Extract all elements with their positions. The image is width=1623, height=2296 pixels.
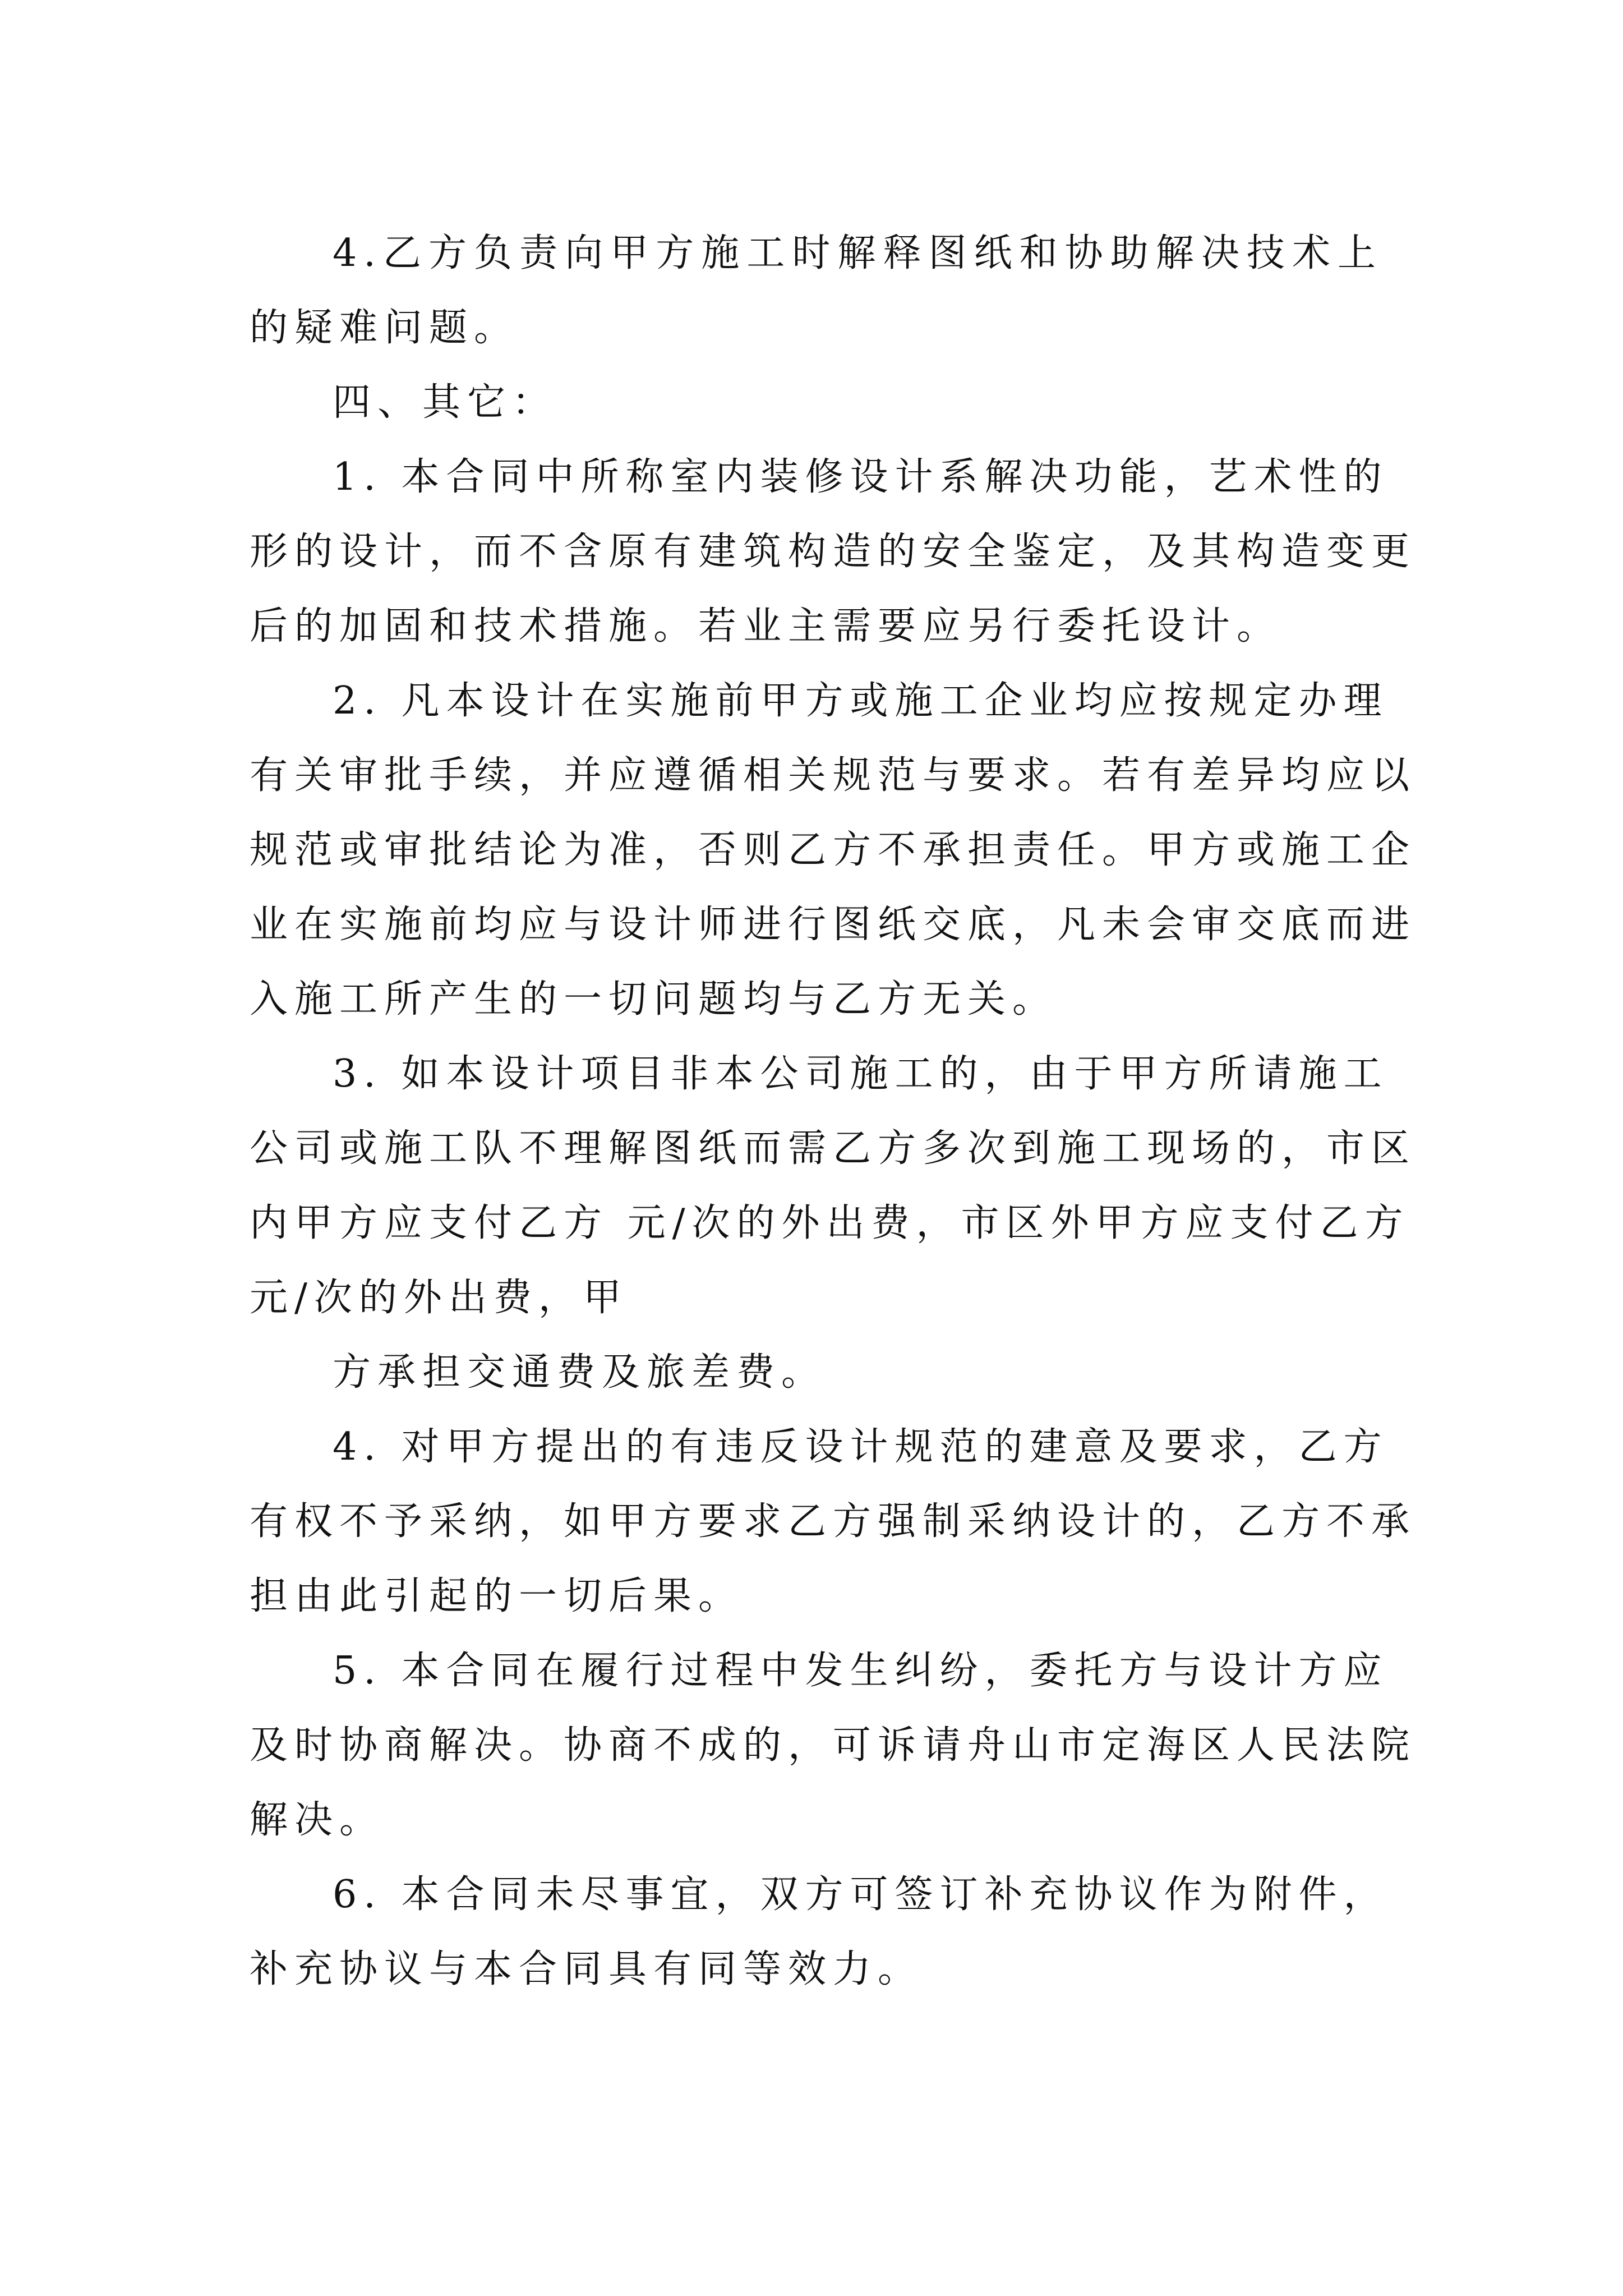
section-heading-text: 四、其它： — [333, 380, 557, 425]
text-line: 2. 凡本设计在实施前甲方或施工企业均应按规定办理 — [333, 679, 1389, 723]
paragraph-1 — [250, 440, 1417, 664]
text-line: 规范或审批结论为准，否则乙方不承担责任。甲方或施工企 — [250, 828, 1417, 872]
text-line: 1. 本合同中所称室内装修设计系解决功能，艺术性的 — [333, 455, 1389, 499]
text-line: 3. 如本设计项目非本公司施工的，由于甲方所请施工 — [333, 1052, 1389, 1096]
text-line: 的疑难问题。 — [250, 306, 519, 350]
paragraph-5 — [250, 1634, 1417, 1857]
text-line: 4. 对甲方提出的有违反设计规范的建意及要求，乙方 — [333, 1425, 1389, 1469]
text-line: 元/次的外出费，甲 — [250, 1276, 628, 1320]
document-page — [250, 216, 1417, 2007]
text-line: 4.乙方负责向甲方施工时解释图纸和协助解决技术上 — [333, 231, 1382, 275]
text-line: 6. 本合同未尽事宜，双方可签订补充协议作为附件， — [333, 1872, 1389, 1917]
paragraph-3-continued — [250, 1335, 1382, 1410]
text-line: 担由此引起的一切后果。 — [250, 1574, 744, 1618]
text-line: 业在实施前均应与设计师进行图纸交底，凡未会审交底而进 — [250, 903, 1417, 947]
text-line: 有关审批手续，并应遵循相关规范与要求。若有差异均应以 — [250, 753, 1417, 798]
text-line: 形的设计，而不含原有建筑构造的安全鉴定，及其构造变更 — [250, 530, 1417, 574]
section-heading-other — [250, 365, 1382, 440]
text-line: 方承担交通费及旅差费。 — [333, 1350, 827, 1395]
paragraph-6 — [250, 1857, 1389, 2007]
text-line: 有权不予采纳，如甲方要求乙方强制采纳设计的，乙方不承 — [250, 1499, 1417, 1544]
text-line: 5. 本合同在履行过程中发生纠纷，委托方与设计方应 — [333, 1649, 1389, 1693]
paragraph-4-explain — [250, 216, 1382, 365]
paragraph-3 — [250, 1037, 1417, 1335]
text-line: 解决。 — [250, 1798, 385, 1842]
paragraph-4 — [250, 1410, 1417, 1634]
text-line: 公司或施工队不理解图纸而需乙方多次到施工现场的，市区 — [250, 1126, 1417, 1171]
text-line: 内甲方应支付乙方 元/次的外出费，市区外甲方应支付乙方 — [250, 1201, 1410, 1245]
paragraph-2 — [250, 664, 1417, 1037]
text-line: 后的加固和技术措施。若业主需要应另行委托设计。 — [250, 604, 1282, 648]
text-line: 补充协议与本合同具有同等效力。 — [250, 1947, 923, 1991]
text-line: 入施工所产生的一切问题均与乙方无关。 — [250, 977, 1058, 1022]
text-line: 及时协商解决。协商不成的，可诉请舟山市定海区人民法院 — [250, 1723, 1417, 1768]
